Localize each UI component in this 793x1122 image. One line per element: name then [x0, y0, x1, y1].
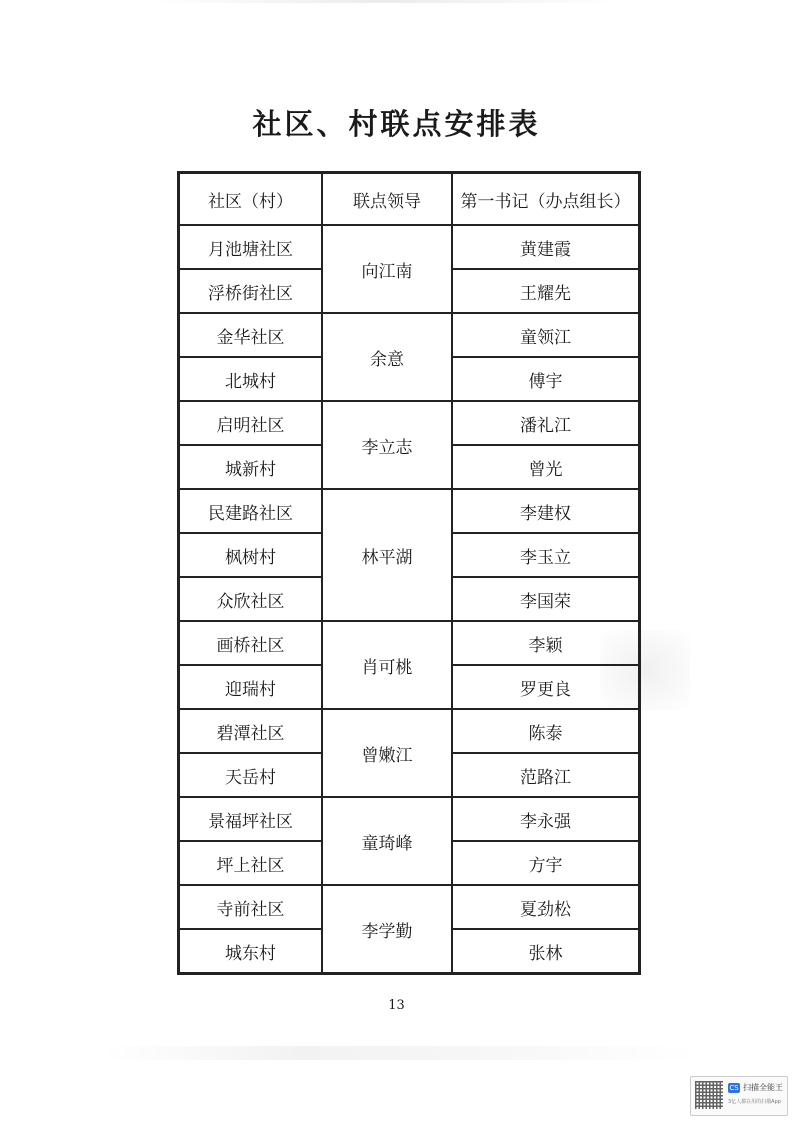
secretary-cell: 方宇 — [452, 841, 639, 885]
table-row — [179, 489, 639, 533]
secretary-cell: 范路江 — [452, 753, 639, 797]
secretary-cell: 曾光 — [452, 445, 639, 489]
table-row — [179, 401, 639, 445]
secretary-cell: 李颖 — [452, 621, 639, 665]
secretary-cell: 潘礼江 — [452, 401, 639, 445]
table-row — [179, 313, 639, 357]
secretary-cell: 张林 — [452, 929, 639, 973]
leader-cell: 余意 — [322, 313, 452, 401]
community-cell: 启明社区 — [179, 401, 322, 445]
community-cell: 寺前社区 — [179, 885, 322, 929]
community-cell: 景福坪社区 — [179, 797, 322, 841]
table-row — [179, 621, 639, 665]
camscanner-logo-icon: CS — [729, 1084, 739, 1092]
leader-cell: 肖可桃 — [322, 621, 452, 709]
table-row — [179, 797, 639, 841]
table-row — [179, 885, 639, 929]
secretary-cell: 夏劲松 — [452, 885, 639, 929]
community-cell: 坪上社区 — [179, 841, 322, 885]
leader-cell: 曾嫩江 — [322, 709, 452, 797]
header-leader: 联点领导 — [322, 173, 452, 225]
secretary-cell: 王耀先 — [452, 269, 639, 313]
community-cell: 北城村 — [179, 357, 322, 401]
community-cell: 浮桥街社区 — [179, 269, 322, 313]
secretary-cell: 李建权 — [452, 489, 639, 533]
secretary-cell: 黄建霞 — [452, 225, 639, 269]
qr-code-icon — [695, 1081, 723, 1109]
page-title: 社区、村联点安排表 — [252, 107, 541, 141]
page-number: 13 — [388, 998, 405, 1013]
community-cell: 月池塘社区 — [179, 225, 322, 269]
community-cell: 迎瑞村 — [179, 665, 322, 709]
community-cell: 民建路社区 — [179, 489, 322, 533]
secretary-cell: 傅宇 — [452, 357, 639, 401]
secretary-cell: 陈泰 — [452, 709, 639, 753]
leader-cell: 向江南 — [322, 225, 452, 313]
table-header-row — [179, 173, 639, 225]
community-cell: 画桥社区 — [179, 621, 322, 665]
community-cell: 天岳村 — [179, 753, 322, 797]
leader-cell: 李学勤 — [322, 885, 452, 973]
secretary-cell: 李玉立 — [452, 533, 639, 577]
secretary-cell: 李国荣 — [452, 577, 639, 621]
scanner-watermark — [690, 1076, 788, 1116]
arrangement-table — [177, 171, 641, 975]
scan-bottom-shadow — [100, 1046, 700, 1060]
community-cell: 城东村 — [179, 929, 322, 973]
leader-cell: 林平湖 — [322, 489, 452, 621]
community-cell: 城新村 — [179, 445, 322, 489]
community-cell: 金华社区 — [179, 313, 322, 357]
community-cell: 碧潭社区 — [179, 709, 322, 753]
watermark-tagline: 3亿人都在用的扫描App — [728, 1099, 781, 1105]
community-cell: 枫树村 — [179, 533, 322, 577]
header-secretary: 第一书记（办点组长） — [452, 173, 639, 225]
secretary-cell: 罗更良 — [452, 665, 639, 709]
header-community: 社区（村） — [179, 173, 322, 225]
secretary-cell: 童领江 — [452, 313, 639, 357]
leader-cell: 童琦峰 — [322, 797, 452, 885]
leader-cell: 李立志 — [322, 401, 452, 489]
table-row — [179, 709, 639, 753]
secretary-cell: 李永强 — [452, 797, 639, 841]
scan-edge-shadow — [150, 0, 620, 3]
community-cell: 众欣社区 — [179, 577, 322, 621]
watermark-app-name: 扫描全能王 — [743, 1083, 783, 1092]
table-row — [179, 225, 639, 269]
